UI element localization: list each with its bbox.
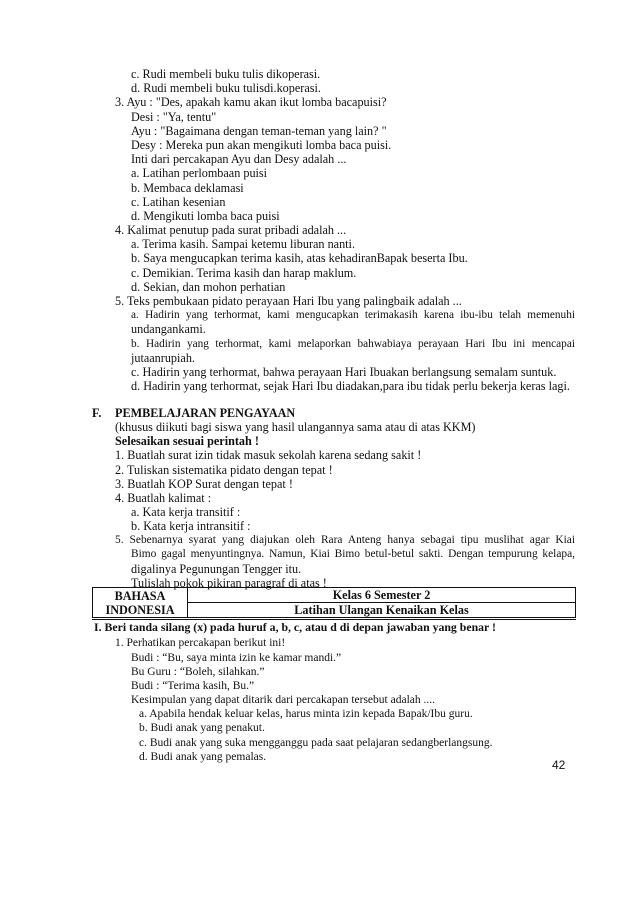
- section-i-q1-stem: 1. Perhatikan percakapan berikut ini!: [115, 637, 286, 649]
- q5-option-b-line-1: b. Hadirin yang terhormat, kami melaporkan bahwabiaya perayaan Hari Ibu ini mencapai: [131, 338, 575, 350]
- section-f-letter: F.: [92, 406, 102, 420]
- section-i-q1-option-a: a. Apabila hendak keluar kelas, harus minta izin kepada Bapak/Ibu guru.: [139, 708, 473, 720]
- exam-title-cell: Latihan Ulangan Kenaikan Kelas: [188, 603, 576, 619]
- section-f-note: (khusus diikuti bagi siswa yang hasil ulangannya sama atau di atas KKM): [115, 420, 476, 434]
- page-number: 42: [552, 758, 566, 772]
- section-f-item-5-line-2: Bimo gagal menyuntingnya. Namun, Kiai Bimo betul-betul sakti. Dengan tempurung kelapa,: [131, 548, 575, 560]
- exam-header-table: [92, 587, 576, 620]
- q4-option-b: b. Saya mengucapkan terima kasih, atas kehadiranBapak beserta Ibu.: [131, 251, 468, 265]
- q3-dialogue-line-2: Desi : "Ya, tentu": [131, 110, 217, 124]
- section-f-item-1: 1. Buatlah surat izin tidak masuk sekolah karena sedang sakit !: [115, 448, 422, 462]
- q3-dialogue-line-4: Desy : Mereka pun akan mengikuti lomba baca puisi.: [131, 138, 392, 152]
- section-f-item-5-line-4: Tulislah pokok pikiran paragraf di atas !: [131, 576, 327, 590]
- class-semester-cell: Kelas 6 Semester 2: [188, 588, 576, 603]
- q4-option-d: d. Sekian, dan mohon perhatian: [131, 280, 286, 294]
- section-i-heading: I. Beri tanda silang (x) pada huruf a, b, c, atau d di depan jawaban yang benar !: [94, 620, 496, 634]
- section-f-item-4b: b. Kata kerja intransitif :: [131, 519, 251, 533]
- section-f-instruction: Selesaikan sesuai perintah !: [115, 434, 259, 448]
- q3-option-a: a. Latihan perlombaan puisi: [131, 166, 268, 180]
- q4-option-a: a. Terima kasih. Sampai ketemu liburan nanti.: [131, 237, 355, 251]
- section-f-item-2: 2. Tuliskan sistematika pidato dengan tepat !: [115, 463, 333, 477]
- q3-option-c: c. Latihan kesenian: [131, 195, 226, 209]
- q5-option-c: c. Hadirin yang terhormat, bahwa perayaan Hari Ibuakan berlangsung semalam suntuk.: [131, 365, 557, 379]
- q3-dialogue-line-1: 3. Ayu : "Des, apakah kamu akan ikut lomba bacapuisi?: [115, 95, 387, 109]
- section-f-item-4a: a. Kata kerja transitif :: [131, 505, 241, 519]
- subject-line-1: BAHASA: [114, 588, 166, 603]
- section-f-item-5-line-3: digalinya Pegunungan Tengger itu.: [131, 562, 302, 576]
- q3-dialogue-line-3: Ayu : "Bagaimana dengan teman-teman yang lain? ": [131, 124, 387, 138]
- q5-stem: 5. Teks pembukaan pidato perayaan Hari Ibu yang palingbaik adalah ...: [115, 294, 462, 308]
- q5-option-a-line-1: a. Hadirin yang terhormat, kami mengucapkan terimakasih karena ibu-ibu telah memenuhi: [131, 309, 575, 321]
- q5-option-b-line-2: jutaanrupiah.: [131, 351, 195, 365]
- q3-option-b: b. Membaca deklamasi: [131, 181, 244, 195]
- q5-option-a-line-2: undangankami.: [131, 322, 206, 336]
- section-i-q1-option-d: d. Budi anak yang pemalas.: [139, 751, 267, 763]
- section-i-q1-dialogue-2: Bu Guru : “Boleh, silahkan.”: [131, 666, 265, 678]
- subject-line-2: INDONESIA: [105, 602, 175, 617]
- section-i-q1-dialogue-1: Budi : “Bu, saya minta izin ke kamar mandi.”: [131, 652, 342, 664]
- q5-option-d: d. Hadirin yang terhormat, sejak Hari Ibu diadakan,para ibu tidak perlu bekerja keras lagi.: [131, 379, 570, 393]
- subject-cell: [93, 588, 188, 619]
- section-i-q1-question: Kesimpulan yang dapat ditarik dari percakapan tersebut adalah ....: [131, 694, 435, 706]
- q3-question: Inti dari percakapan Ayu dan Desy adalah ...: [131, 152, 347, 166]
- section-f-item-4: 4. Buatlah kalimat :: [115, 491, 212, 505]
- section-f-item-5-line-1: 5. Sebenarnya syarat yang diajukan oleh Rara Anteng hanya sebagai tipu muslihat agar Kiai: [115, 534, 575, 546]
- q4-option-c: c. Demikian. Terima kasih dan harap maklum.: [131, 266, 357, 280]
- section-f-item-3: 3. Buatlah KOP Surat dengan tepat !: [115, 477, 293, 491]
- q2-option-d: d. Rudi membeli buku tulisdi.koperasi.: [131, 81, 321, 95]
- q3-option-d: d. Mengikuti lomba baca puisi: [131, 209, 280, 223]
- section-i-q1-option-c: c. Budi anak yang suka mengganggu pada saat pelajaran sedangberlangsung.: [139, 737, 493, 749]
- section-i-q1-option-b: b. Budi anak yang penakut.: [139, 722, 265, 734]
- section-i-q1-dialogue-3: Budi : “Terima kasih, Bu.”: [131, 680, 255, 692]
- section-f-title: PEMBELAJARAN PENGAYAAN: [115, 406, 296, 420]
- q4-stem: 4. Kalimat penutup pada surat pribadi adalah ...: [115, 223, 347, 237]
- q2-option-c: c. Rudi membeli buku tulis dikoperasi.: [131, 67, 321, 81]
